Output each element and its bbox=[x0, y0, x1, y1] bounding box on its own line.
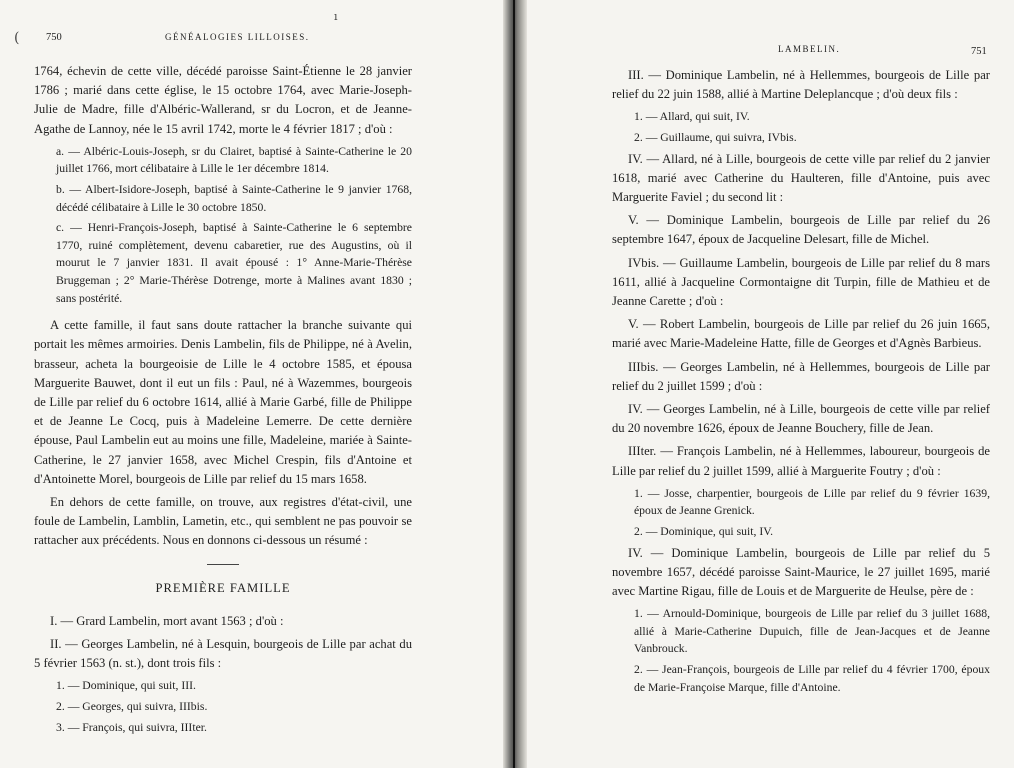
margin-mark: ( bbox=[14, 30, 20, 46]
genealogy-entry: IIIter. — François Lambelin, né à Hellemmes, laboureur, bourgeois de Lille par relief du 2 juillet 1599, allié à Marguerite Foutry ; d'où : bbox=[612, 444, 990, 478]
paragraph: A cette famille, il faut sans doute rattacher la branche suivante qui portait les mêmes armoiries. Denis Lambelin, fils de Philippe, né à Avelin, brasseur, acheta la bourgeoisie de Lille le 4 octobre 1585, et épousa Marguerite Bauwet, dont il eut un fils : Paul, né à Wazemmes, bourgeois de Lille par relief du 6 octobre 1614, allié à Marie Garbé, fille de Philippe et de Jeanne Le Cocq, puis à Madeleine Lemerre. De cette dernière épouse, Paul Lambelin eut au moins une fille, Madeleine, mariée à Sainte-Catherine, le 27 janvier 1658, avec Michel Crespin, fils d'Antoine et d'Antoinette Morel, bourgeois de Lille par relief du 15 mars 1658. bbox=[34, 318, 412, 486]
margin-mark: ı bbox=[334, 10, 338, 23]
list-item: 2. — Guillaume, qui suivra, IVbis. bbox=[634, 131, 797, 144]
list-item: 3. — François, qui suivra, IIIter. bbox=[56, 720, 207, 734]
list-item: c. — Henri-François-Joseph, baptisé à Sainte-Catherine le 6 septembre 1770, ruiné complètement, devenu cabaretier, rue des Augustins, où il mourut le 7 janvier 1831. Il avait épousé : 1° Anne-Marie-Thérèse Bruggeman ; 2° Marie-Thérèse Dotrenge, morte à Malines avant 1830 ; sans postérité. bbox=[56, 221, 412, 305]
section-divider bbox=[207, 564, 239, 565]
list-item: 1. — Arnould-Dominique, bourgeois de Lille par relief du 3 juillet 1688, allié à Marie-Catherine Dupuich, fille de Jean-Jacques et de Jeanne Vanbrouck. bbox=[634, 607, 990, 656]
list-item: 1. — Dominique, qui suit, III. bbox=[56, 679, 196, 693]
book-gutter bbox=[503, 0, 527, 768]
list-item: 2. — Dominique, qui suit, IV. bbox=[634, 525, 774, 539]
genealogy-entry: II. — Georges Lambelin, né à Lesquin, bourgeois de Lille par achat du 5 février 1563 (n. st.), dont trois fils : bbox=[34, 637, 412, 671]
right-page bbox=[505, 0, 1014, 768]
running-head-left: GÉNÉALOGIES LILLOISES. bbox=[165, 32, 310, 42]
genealogy-entry: IIIbis. — Georges Lambelin, né à Hellemmes, bourgeois de Lille par relief du 2 juillet 1599 ; d'où : bbox=[612, 359, 990, 393]
genealogy-entry: IV. — Dominique Lambelin, bourgeois de Lille par relief du 5 novembre 1657, décédé paroisse Saint-Maurice, le 27 juillet 1695, marié avec Martine Rigau, fille de Louis et de Marguerite de Heulse, père de : bbox=[612, 545, 990, 599]
genealogy-entry: IV. — Georges Lambelin, né à Lille, bourgeois de cette ville par relief du 20 novembre 1626, époux de Jeanne Bouchery, fille de Jean. bbox=[612, 402, 990, 436]
list-item: 1. — Allard, qui suit, IV. bbox=[634, 110, 750, 124]
genealogy-entry: V. — Dominique Lambelin, bourgeois de Lille par relief du 26 septembre 1647, époux de Jacqueline Delesart, fille de Michel. bbox=[612, 213, 990, 247]
section-title: PREMIÈRE FAMILLE bbox=[155, 580, 291, 595]
page-number-left: 750 bbox=[46, 32, 62, 43]
left-page bbox=[0, 0, 505, 768]
paragraph: 1764, échevin de cette ville, décédé paroisse Saint-Étienne le 28 janvier 1786 ; marié dans cette église, le 15 octobre 1764, avec Marie-Joseph-Julie de Madre, fille d'Albéric-Wallerand, sr du Locron, et de Jeanne-Agathe de Lannoy, née le 15 avril 1742, morte le 4 février 1817 ; d'où : bbox=[34, 64, 412, 136]
genealogy-entry: IVbis. — Guillaume Lambelin, bourgeois de Lille par relief du 8 mars 1611, allié à Jacqueline Cormontaigne dit Turpin, fille de Mathieu et de Jeanne Carette ; d'où : bbox=[612, 255, 990, 309]
list-item: b. — Albert-Isidore-Joseph, baptisé à Sainte-Catherine le 9 janvier 1768, décédé célibataire à Lille le 30 octobre 1850. bbox=[56, 183, 412, 214]
genealogy-entry: IV. — Allard, né à Lille, bourgeois de cette ville par relief du 2 janvier 1618, marié avec Catherine du Haulteren, fille d'Antoine, puis avec Marguerite Faviel ; du second lit : bbox=[612, 151, 990, 204]
page-number-right: 751 bbox=[971, 46, 987, 57]
list-item: 2. — Jean-François, bourgeois de Lille par relief du 4 février 1700, époux de Marie-Françoise Marque, fille d'Antoine. bbox=[634, 663, 990, 694]
paragraph: En dehors de cette famille, on trouve, aux registres d'état-civil, une foule de Lambelin, Lamblin, Lametin, etc., qui semblent ne pas pouvoir se rattacher aux précédents. Nous en donnons ci-dessous un résumé : bbox=[34, 494, 412, 548]
genealogy-entry: V. — Robert Lambelin, bourgeois de Lille par relief du 26 juin 1665, marié avec Marie-Madeleine Hatte, fille de Georges et d'Agnès Barbieus. bbox=[612, 317, 990, 351]
list-item: a. — Albéric-Louis-Joseph, sr du Clairet, baptisé à Sainte-Catherine le 20 juillet 1766, mort célibataire à Lille le 1er décembre 1814. bbox=[56, 144, 412, 176]
right-page-text bbox=[612, 66, 990, 699]
genealogy-entry: I. — Grard Lambelin, mort avant 1563 ; d'où : bbox=[50, 613, 284, 628]
left-page-text bbox=[34, 62, 412, 739]
list-item: 1. — Josse, charpentier, bourgeois de Lille par relief du 9 février 1639, époux de Jeanne Grenick. bbox=[634, 486, 990, 518]
list-item: 2. — Georges, qui suivra, IIIbis. bbox=[56, 700, 208, 713]
genealogy-entry: III. — Dominique Lambelin, né à Hellemmes, bourgeois de Lille par relief du 22 juin 1588, allié à Martine Deleplancque ; d'où deux fils : bbox=[612, 68, 990, 102]
running-head-right: LAMBELIN. bbox=[778, 44, 841, 54]
gutter-line bbox=[513, 0, 515, 768]
